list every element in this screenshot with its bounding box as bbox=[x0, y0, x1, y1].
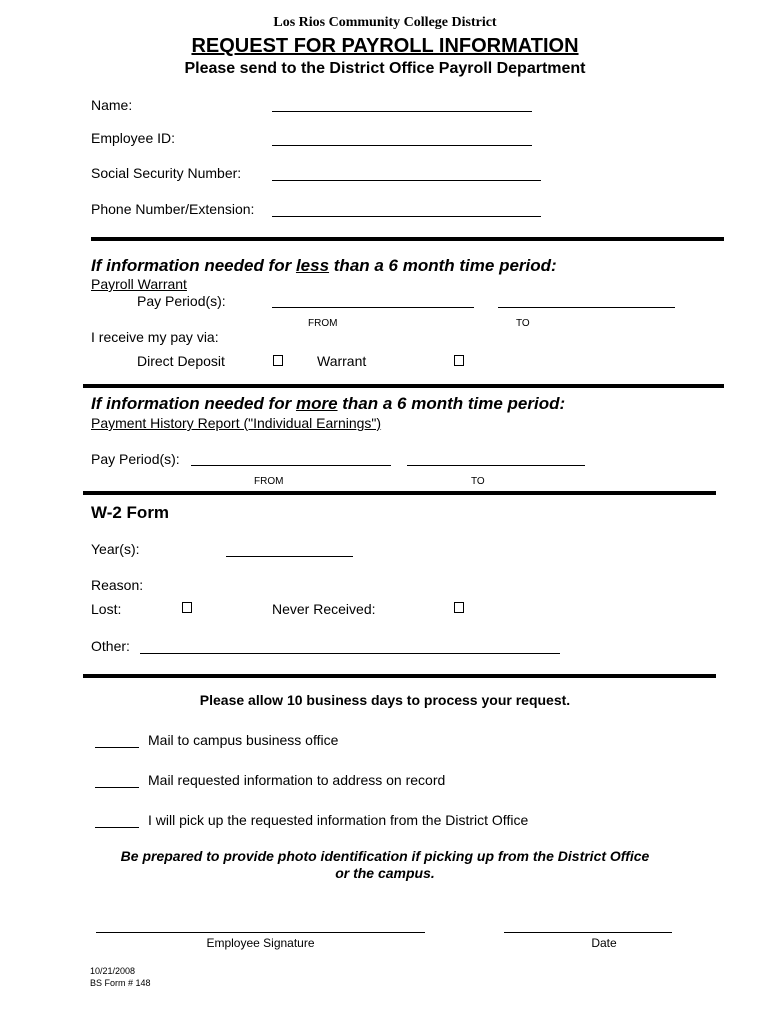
years-field[interactable] bbox=[226, 556, 353, 557]
section-divider bbox=[91, 237, 724, 241]
payment-history-label: Payment History Report ("Individual Earnings") bbox=[91, 415, 382, 431]
ssn-label: Social Security Number: bbox=[91, 165, 242, 181]
other-field[interactable] bbox=[140, 653, 560, 654]
campus-option-label: Mail to campus business office bbox=[148, 732, 339, 748]
payroll-warrant-label: Payroll Warrant bbox=[91, 276, 187, 292]
short-period-heading bbox=[91, 256, 557, 276]
years-label: Year(s): bbox=[91, 541, 140, 557]
short-to-field[interactable] bbox=[498, 307, 675, 308]
record-option-blank[interactable] bbox=[95, 787, 139, 788]
lost-checkbox[interactable] bbox=[182, 602, 192, 613]
signature-label: Employee Signature bbox=[206, 936, 315, 950]
campus-option-blank[interactable] bbox=[95, 747, 139, 748]
warrant-label: Warrant bbox=[317, 353, 367, 369]
footer-form-number: BS Form # 148 bbox=[90, 978, 151, 988]
section-divider bbox=[83, 491, 716, 495]
direct-deposit-label: Direct Deposit bbox=[137, 353, 225, 369]
long-from-label: FROM bbox=[254, 476, 284, 487]
record-option-label: Mail requested information to address on record bbox=[148, 772, 446, 788]
form-title: REQUEST FOR PAYROLL INFORMATION bbox=[191, 35, 579, 57]
district-name: Los Rios Community College District bbox=[273, 15, 497, 30]
phone-field[interactable] bbox=[272, 216, 541, 217]
long-period-heading bbox=[91, 394, 565, 414]
id-notice-line1: Be prepared to provide photo identification if picking up from the District Office bbox=[120, 848, 650, 864]
date-field[interactable] bbox=[504, 932, 672, 933]
form-subtitle: Please send to the District Office Payroll Department bbox=[184, 60, 586, 77]
long-pay-period-label: Pay Period(s): bbox=[91, 451, 180, 467]
id-notice-line2: or the campus. bbox=[335, 865, 435, 881]
date-label: Date bbox=[591, 936, 617, 950]
never-received-label: Never Received: bbox=[272, 601, 376, 617]
processing-notice: Please allow 10 business days to process your request. bbox=[199, 692, 571, 708]
short-pay-period-label: Pay Period(s): bbox=[137, 293, 226, 309]
short-to-label: TO bbox=[516, 318, 530, 329]
section-divider bbox=[83, 384, 724, 388]
long-heading-pre: If information needed for bbox=[91, 394, 296, 413]
name-label: Name: bbox=[91, 97, 133, 113]
receive-pay-label: I receive my pay via: bbox=[91, 329, 219, 345]
long-heading-post: than a 6 month time period: bbox=[337, 394, 566, 413]
footer-date: 10/21/2008 bbox=[90, 966, 136, 976]
short-heading-pre: If information needed for bbox=[91, 256, 296, 275]
direct-deposit-checkbox[interactable] bbox=[273, 355, 283, 366]
ssn-field[interactable] bbox=[272, 180, 541, 181]
employee-id-field[interactable] bbox=[272, 145, 532, 146]
warrant-checkbox[interactable] bbox=[454, 355, 464, 366]
short-heading-post: than a 6 month time period: bbox=[329, 256, 557, 275]
long-to-field[interactable] bbox=[407, 465, 585, 466]
employee-id-label: Employee ID: bbox=[91, 130, 176, 146]
section-divider bbox=[83, 674, 716, 678]
pickup-option-label: I will pick up the requested information from the District Office bbox=[148, 812, 529, 828]
long-heading-em: more bbox=[295, 394, 338, 413]
name-field[interactable] bbox=[272, 111, 532, 112]
w2-heading: W-2 Form bbox=[91, 503, 170, 522]
other-label: Other: bbox=[91, 638, 130, 654]
phone-label: Phone Number/Extension: bbox=[91, 201, 255, 217]
never-received-checkbox[interactable] bbox=[454, 602, 464, 613]
pickup-option-blank[interactable] bbox=[95, 827, 139, 828]
lost-label: Lost: bbox=[91, 601, 122, 617]
short-heading-em: less bbox=[295, 256, 330, 275]
reason-label: Reason: bbox=[91, 577, 144, 593]
long-to-label: TO bbox=[471, 476, 485, 487]
long-from-field[interactable] bbox=[191, 465, 391, 466]
short-from-label: FROM bbox=[308, 318, 338, 329]
signature-field[interactable] bbox=[96, 932, 425, 933]
short-from-field[interactable] bbox=[272, 307, 474, 308]
